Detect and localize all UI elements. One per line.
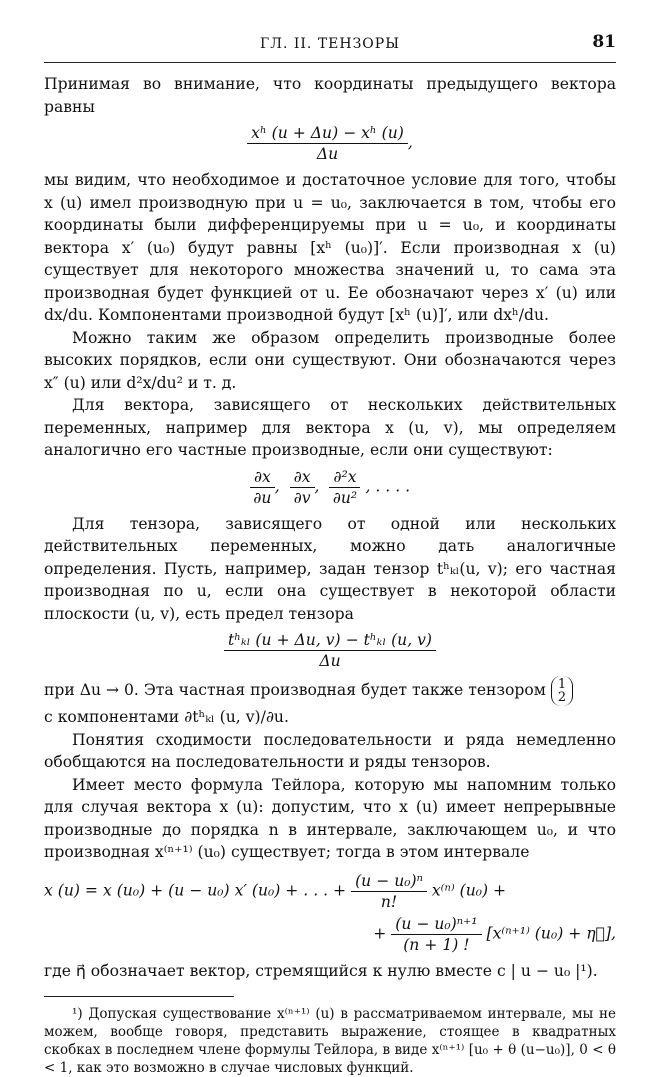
paragraph-6	[44, 676, 616, 729]
running-header	[44, 30, 616, 56]
paragraph-6-text: при Δu → 0. Эта частная производная будет также тензором	[44, 681, 546, 699]
footnote: ¹) Допуская существование x⁽ⁿ⁺¹⁾ (u) в рассматриваемом интервале, мы не можем, вообще говоря, представить выражение, стоящее в квадратных скобках в последнем члене формулы Тейлора, в виде x⁽ⁿ⁺¹⁾ [u₀ + θ (u−u₀)], 0 < θ < 1, как это возможно в случае числовых функций.	[44, 1006, 616, 1076]
taylor-line-2-right: [x⁽ⁿ⁺¹⁾ (u₀) + η⃗],	[486, 924, 616, 942]
fraction-numerator: xʰ (u + Δu) − xʰ (u)	[247, 124, 408, 144]
fraction	[329, 468, 360, 507]
fraction-numerator: ∂x	[250, 468, 275, 488]
header-rule	[44, 62, 616, 63]
fraction-numerator: ∂x	[290, 468, 315, 488]
fraction-denominator: (n + 1) !	[403, 935, 470, 954]
binomial-top: 1	[557, 677, 567, 692]
binomial-bottom: 2	[557, 690, 567, 705]
chapter-title: ГЛ. II. ТЕНЗОРЫ	[260, 36, 400, 52]
taylor-line-1-left: x (u) = x (u₀) + (u − u₀) x′ (u₀) + . . . +	[44, 881, 347, 899]
fraction-numerator: ∂²x	[329, 468, 360, 488]
taylor-line-2-left: +	[373, 924, 387, 942]
paragraph-2: мы видим, что необходимое и достаточное условие для того, чтобы x (u) имел производную при u = u₀, заключается в том, чтобы его координаты были дифференцируемы при u = u₀, и координаты вектора x′ (u₀) будут равны [xʰ (u₀)]′. Если производная x (u) существует для некоторого множества значений u, то сама эта производная будет функцией от u. Ее обозначают через x′ (u) или dx/du. Компонентами производной будут [xʰ (u)]′, или dxʰ/du.	[44, 171, 616, 324]
paragraph-6-components: с компонентами ∂tʰₖₗ (u, v)/∂u.	[44, 708, 289, 726]
fraction-denominator: ∂u	[253, 488, 272, 507]
formula-ellipsis: , . . . .	[365, 477, 411, 495]
formula-tensor-quotient	[44, 631, 616, 670]
taylor-formula-line-2	[44, 915, 616, 954]
tensor-type-binomial	[551, 676, 573, 706]
fraction	[247, 124, 408, 163]
paragraph-4: Для вектора, зависящего от нескольких действительных переменных, например для вектора x (u, v), мы определяем аналогично его частные производные, если они существуют:	[44, 396, 616, 459]
taylor-formula-line-1	[44, 872, 616, 911]
fraction	[351, 872, 427, 911]
fraction-denominator: n!	[380, 892, 398, 911]
page-number: 81	[592, 32, 616, 52]
fraction	[250, 468, 275, 507]
fraction-denominator: Δu	[316, 145, 339, 163]
fraction-denominator: Δu	[319, 652, 341, 670]
fraction-denominator: ∂u²	[332, 488, 358, 507]
fraction-denominator: ∂v	[293, 488, 311, 507]
paragraph-3: Можно таким же образом определить производные более высоких порядков, если они существуют. Они обозначаются через x″ (u) или d²x/du² и т. д.	[44, 328, 616, 392]
footnote-rule	[44, 996, 234, 997]
taylor-line-1-right: x⁽ⁿ⁾ (u₀) +	[431, 881, 507, 899]
fraction-numerator: (u − u₀)ⁿ⁺¹	[391, 915, 481, 935]
fraction-numerator: (u − u₀)ⁿ	[351, 872, 427, 892]
paragraph-8: Имеет место формула Тейлора, которую мы напомним только для случая вектора x (u): допустим, что x (u) имеет непрерывные производные до порядка n в интервале, заключающем u₀, и что производная x⁽ⁿ⁺¹⁾ (u₀) существует; тогда в этом интервале	[44, 775, 616, 861]
book-page	[44, 30, 616, 1077]
paragraph-5: Для тензора, зависящего от одной или нескольких действительных переменных, можно дать аналогичные определения. Пусть, например, задан тензор tʰₖₗ(u, v); его частная производная по u, если она существует в некоторой области плоскости (u, v), есть предел тензора	[44, 514, 616, 623]
formula-partial-derivatives: $\frac{\partial x}{\partial u}$ , $\frac{\partial x}{\partial v}$ , $\frac{\text{∂²x}}{\text{∂u²}}$ , . . . .	[44, 468, 616, 507]
paragraph-1: Принимая во внимание, что координаты предыдущего вектора равны	[44, 75, 616, 116]
fraction	[391, 915, 481, 954]
fraction-numerator: tʰₖₗ (u + Δu, v) − tʰₖₗ (u, v)	[224, 631, 436, 651]
paragraph-9: где η⃗ обозначает вектор, стремящийся к нулю вместе с | u − u₀ |¹).	[44, 961, 598, 980]
formula-difference-quotient: $\frac{\text{xʰ (u + Δu) − xʰ (u)}}{\Delta u}$ ,	[44, 124, 616, 163]
fraction	[290, 468, 315, 507]
fraction	[224, 631, 436, 670]
paragraph-7: Понятия сходимости последовательности и ряда немедленно обобщаются на последовательности и ряды тензоров.	[44, 730, 616, 771]
